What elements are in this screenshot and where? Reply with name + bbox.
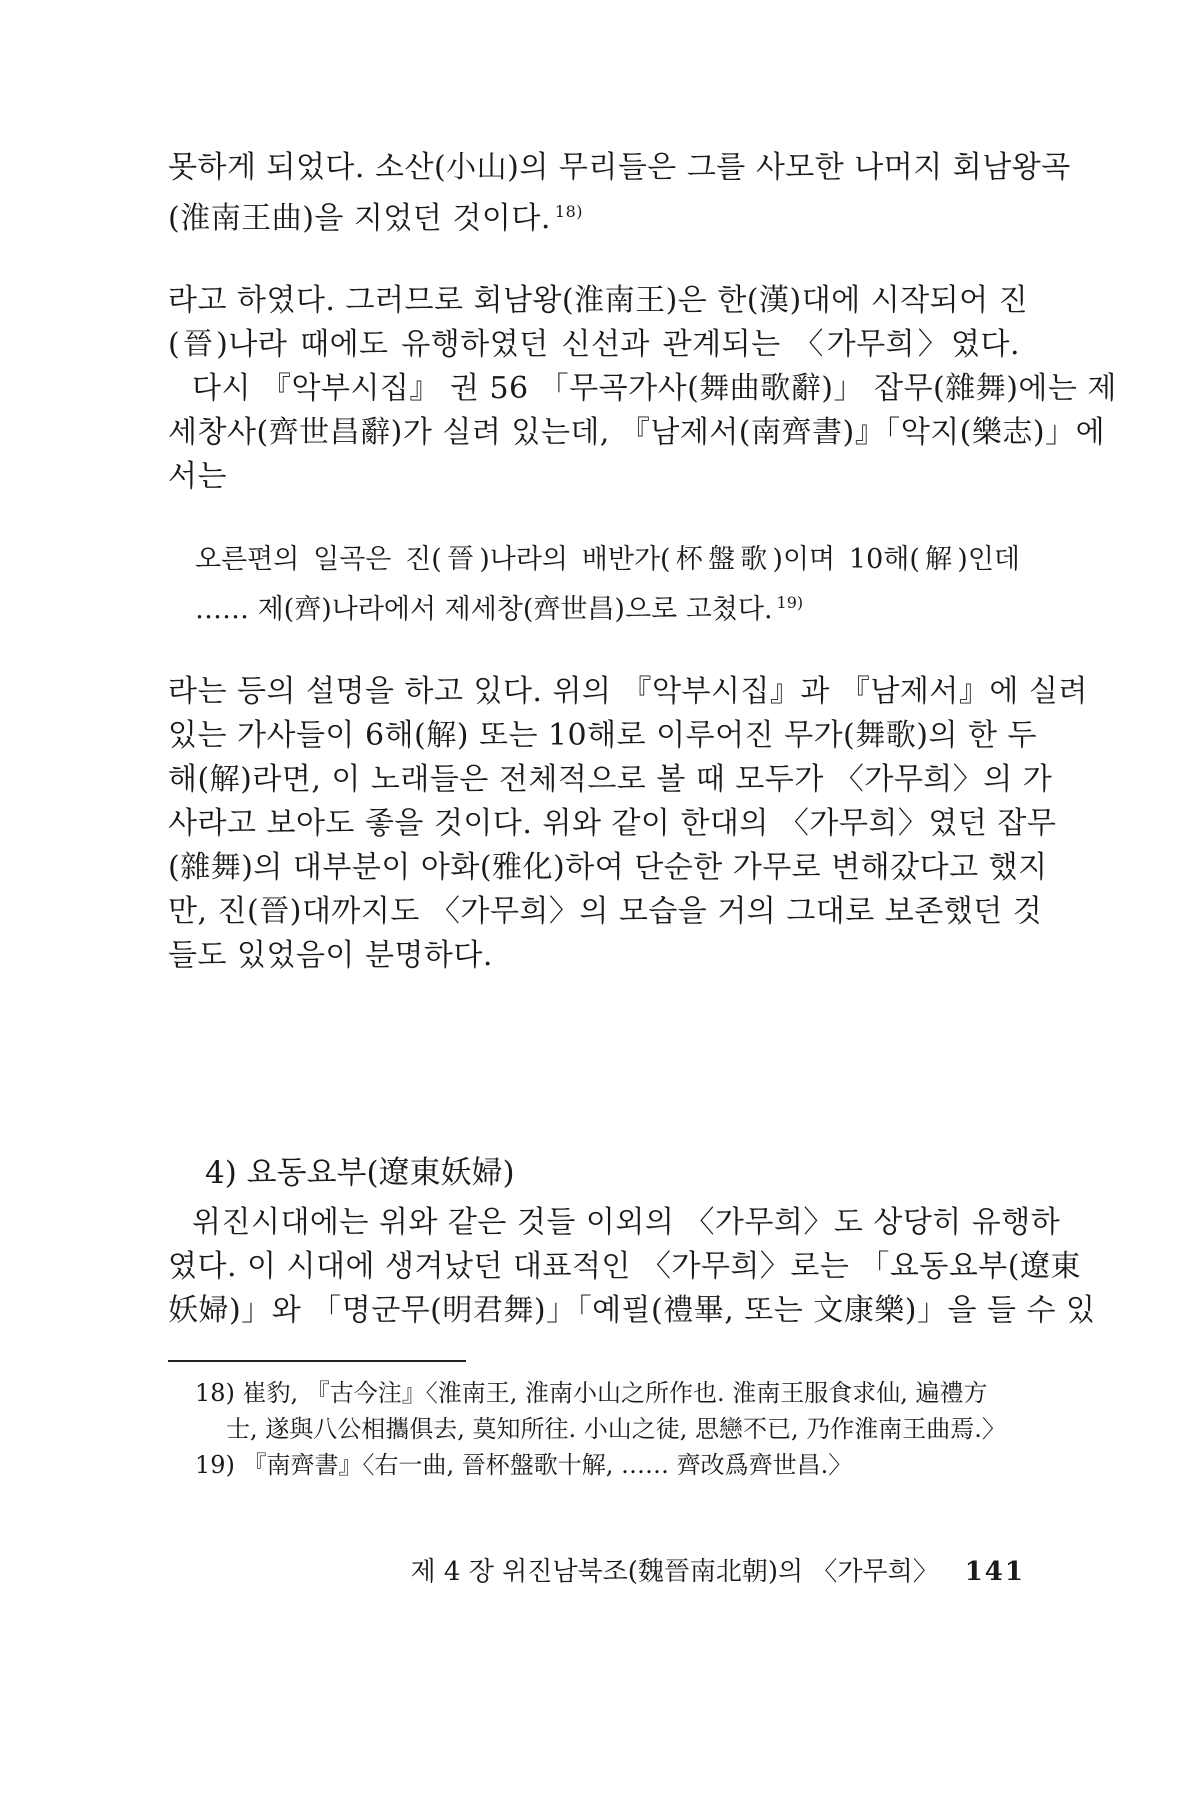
paragraph-1 [168, 150, 1071, 186]
paragraph-4 [168, 1205, 1096, 1329]
text-line: 세창사(齊世昌辭)가 실려 있는데, 『남제서(南齊書)』「악지(樂志)」에 [168, 415, 1106, 450]
text-line: (雜舞)의 대부분이 아화(雅化)하여 단순한 가무로 변해갔다고 했지 [168, 850, 1048, 885]
text-line: 다시 『악부시집』 권 56 「무곡가사(舞曲歌辭)」 잡무(雜舞)에는 제 [192, 371, 1117, 406]
quote-line [195, 586, 1020, 627]
text-span: (淮南王曲)을 지었던 것이다. [168, 201, 551, 236]
text-line: 만, 진(晉)대까지도 〈가무희〉의 모습을 거의 그대로 보존했던 것 [168, 894, 1043, 929]
text-line: 妖婦)」와 「명군무(明君舞)」「예필(禮畢, 또는 文康樂)」을 들 수 있 [168, 1293, 1096, 1328]
page-number: 141 [964, 1557, 1025, 1587]
footnote-19: 19) 『南齊書』〈右一曲, 晉杯盤歌十解, …… 齊改爲齊世昌.〉 [195, 1451, 853, 1479]
text-line: 해(解)라면, 이 노래들은 전체적으로 볼 때 모두가 〈가무희〉의 가 [168, 762, 1053, 797]
text-line: 못하게 되었다. 소산(小山)의 무리들은 그를 사모한 나머지 회남왕곡 [168, 150, 1071, 185]
text-line: 들도 있었음이 분명하다. [168, 938, 493, 973]
footnote-18-line-1: 18) 崔豹, 『古今注』〈淮南王, 淮南小山之所作也. 淮南王服食求仙, 遍禮方 [195, 1379, 988, 1407]
text-line: 라는 등의 설명을 하고 있다. 위의 『악부시집』과 『남제서』에 실려 [168, 674, 1088, 709]
text-line: 사라고 보아도 좋을 것이다. 위와 같이 한대의 〈가무희〉였던 잡무 [168, 806, 1057, 841]
text-line [168, 194, 1020, 237]
text-line: (晉)나라 때에도 유행하였던 신선과 관계되는 〈가무희〉였다. [168, 327, 1020, 362]
paragraph-1-end [168, 194, 1020, 237]
chapter-title: 제 4 장 위진남북조(魏晉南北朝)의 〈가무희〉 [410, 1557, 939, 1587]
footnote-ref-19: 19) [776, 593, 804, 612]
quote-line: 오른편의 일곡은 진(晉)나라의 배반가(杯盤歌)이며 10해(解)인데 [195, 544, 1020, 575]
text-span: …… 제(齊)나라에서 제세창(齊世昌)으로 고쳤다. [195, 594, 773, 625]
paragraph-2 [168, 283, 1117, 495]
running-footer [411, 1556, 1025, 1588]
footnote-18-line-2: 士, 遂與八公相攜俱去, 莫知所往. 小山之徒, 思戀不已, 乃作淮南王曲焉.〉 [226, 1415, 1006, 1443]
paragraph-3 [168, 674, 1088, 974]
footnote-ref-18: 18) [554, 202, 583, 221]
text-line: 있는 가사들이 6해(解) 또는 10해로 이루어진 무가(舞歌)의 한 두 [168, 718, 1037, 753]
text-line: 서는 [168, 459, 227, 494]
text-line: 위진시대에는 위와 같은 것들 이외의 〈가무희〉도 상당히 유행하 [192, 1205, 1061, 1240]
section-heading: 4) 요동요부(遼東妖婦) [205, 1155, 515, 1191]
text-line: 였다. 이 시대에 생겨났던 대표적인 〈가무희〉로는 「요동요부(遼東 [168, 1249, 1081, 1284]
text-line: 라고 하였다. 그러므로 회남왕(淮南王)은 한(漢)대에 시작되어 진 [168, 283, 1029, 318]
footnote-divider [168, 1360, 466, 1362]
